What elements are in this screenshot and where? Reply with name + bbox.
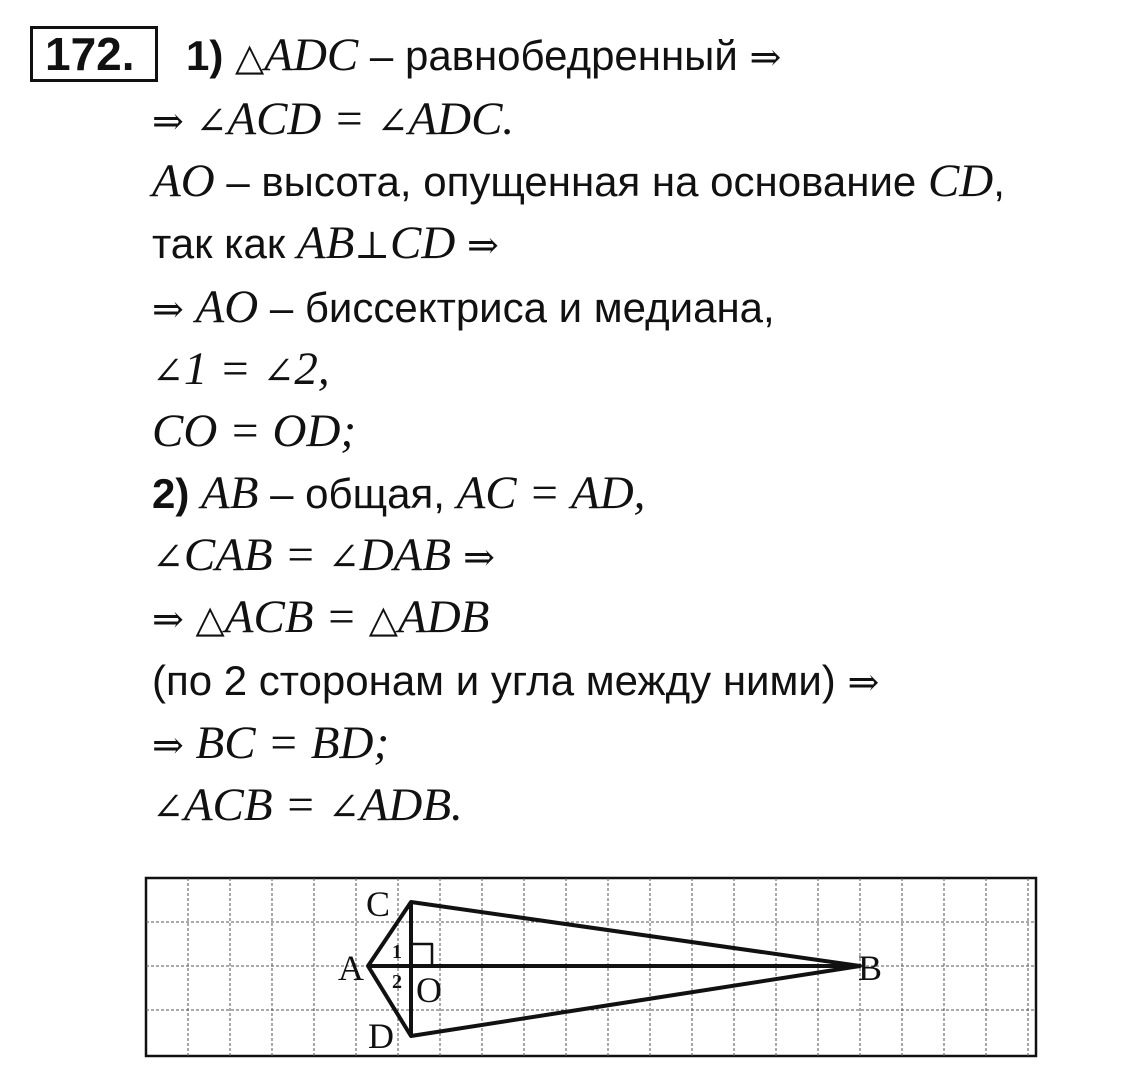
equals: = [272, 529, 328, 581]
solution-line-3 [152, 156, 1005, 207]
space [455, 220, 467, 267]
label-o: O [416, 970, 442, 1010]
angle-adc: ADC. [408, 93, 515, 145]
perpendicular-symbol: ⊥ [354, 223, 391, 267]
solution-line-10 [152, 592, 489, 644]
segment-ao: AO [195, 281, 259, 333]
segment-cd: CD [927, 155, 994, 207]
angle-symbol: ∠ [327, 535, 360, 579]
solution-line-9 [152, 530, 495, 582]
segment-cd: CD [390, 217, 456, 269]
angle-symbol: ∠ [195, 99, 228, 143]
text-since: так как [152, 220, 297, 267]
comma: , [993, 158, 1005, 205]
label-angle-1: 1 [392, 941, 402, 963]
implies-symbol: ⇒ [749, 35, 782, 79]
equals: = [516, 467, 571, 519]
text-common: – общая, [258, 470, 457, 517]
angle-cab: CAB [183, 529, 273, 581]
angle-symbol: ∠ [327, 785, 360, 829]
segment-od: OD; [272, 405, 357, 457]
segment-ad: AD, [571, 467, 646, 519]
equals: = [313, 591, 369, 643]
angle-2: 2, [294, 343, 330, 395]
angle-symbol: ∠ [152, 785, 184, 829]
text-altitude: – высота, опущенная на основание [214, 158, 928, 205]
angle-adb: ADB. [359, 779, 463, 831]
triangle-adc: ADC [264, 29, 359, 81]
text-sas-reason: (по 2 сторонам и угла между ними) [152, 657, 848, 704]
segment-ac: AC [456, 467, 517, 519]
implies-symbol: ⇒ [451, 535, 495, 579]
segment-bd: BD; [310, 717, 390, 769]
solution-line-11 [152, 656, 879, 707]
step-1-marker: 1) [186, 32, 224, 79]
label-a: A [338, 948, 364, 988]
text-bisector-median: – биссектриса и медиана, [258, 284, 775, 331]
equals: = [217, 405, 273, 457]
label-d: D [368, 1016, 394, 1056]
angle-symbol: ∠ [152, 349, 184, 393]
equals: = [255, 717, 311, 769]
implies-symbol: ⇒ [152, 597, 184, 641]
implies-symbol: ⇒ [152, 99, 184, 143]
segment-ab: AB [296, 217, 355, 269]
solution-line-6 [152, 344, 330, 396]
segment-bc: BC [195, 717, 256, 769]
implies-symbol: ⇒ [152, 287, 184, 331]
angle-1: 1 [183, 343, 208, 395]
solution-line-8 [152, 468, 645, 519]
triangle-symbol: △ [235, 35, 265, 79]
solution-line-13 [152, 780, 463, 832]
equals: = [207, 343, 263, 395]
text-isosceles: – равнобедренный [358, 32, 750, 79]
angle-symbol: ∠ [152, 535, 184, 579]
angle-symbol: ∠ [262, 349, 295, 393]
segment-ab: AB [201, 467, 259, 519]
angle-acd: ACD [227, 93, 322, 145]
solution-line-2 [152, 94, 514, 146]
equals: = [272, 779, 328, 831]
step-2-marker: 2) [152, 470, 190, 517]
label-b: B [858, 948, 883, 988]
triangle-symbol: △ [368, 597, 398, 641]
equals: = [321, 93, 377, 145]
label-angle-2: 2 [392, 971, 402, 993]
implies-symbol: ⇒ [847, 660, 880, 704]
solution-line-5 [152, 282, 775, 334]
solution-line-7 [152, 406, 356, 457]
angle-dab: DAB [359, 529, 452, 581]
problem-number: 172. [30, 26, 158, 82]
segment-co: CO [152, 405, 218, 457]
solution-line-12 [152, 718, 389, 770]
triangle-adb: ADB [397, 591, 490, 643]
solution-line-1 [186, 30, 781, 82]
segment-ao: AO [152, 155, 215, 207]
solution-line-4 [152, 218, 499, 270]
implies-symbol: ⇒ [467, 223, 499, 267]
implies-symbol: ⇒ [152, 723, 184, 767]
geometry-figure [140, 872, 1040, 1062]
label-c: C [366, 884, 391, 924]
triangle-acb: ACB [224, 591, 314, 643]
angle-acb: ACB [183, 779, 273, 831]
angle-symbol: ∠ [376, 99, 409, 143]
triangle-symbol: △ [195, 597, 225, 641]
